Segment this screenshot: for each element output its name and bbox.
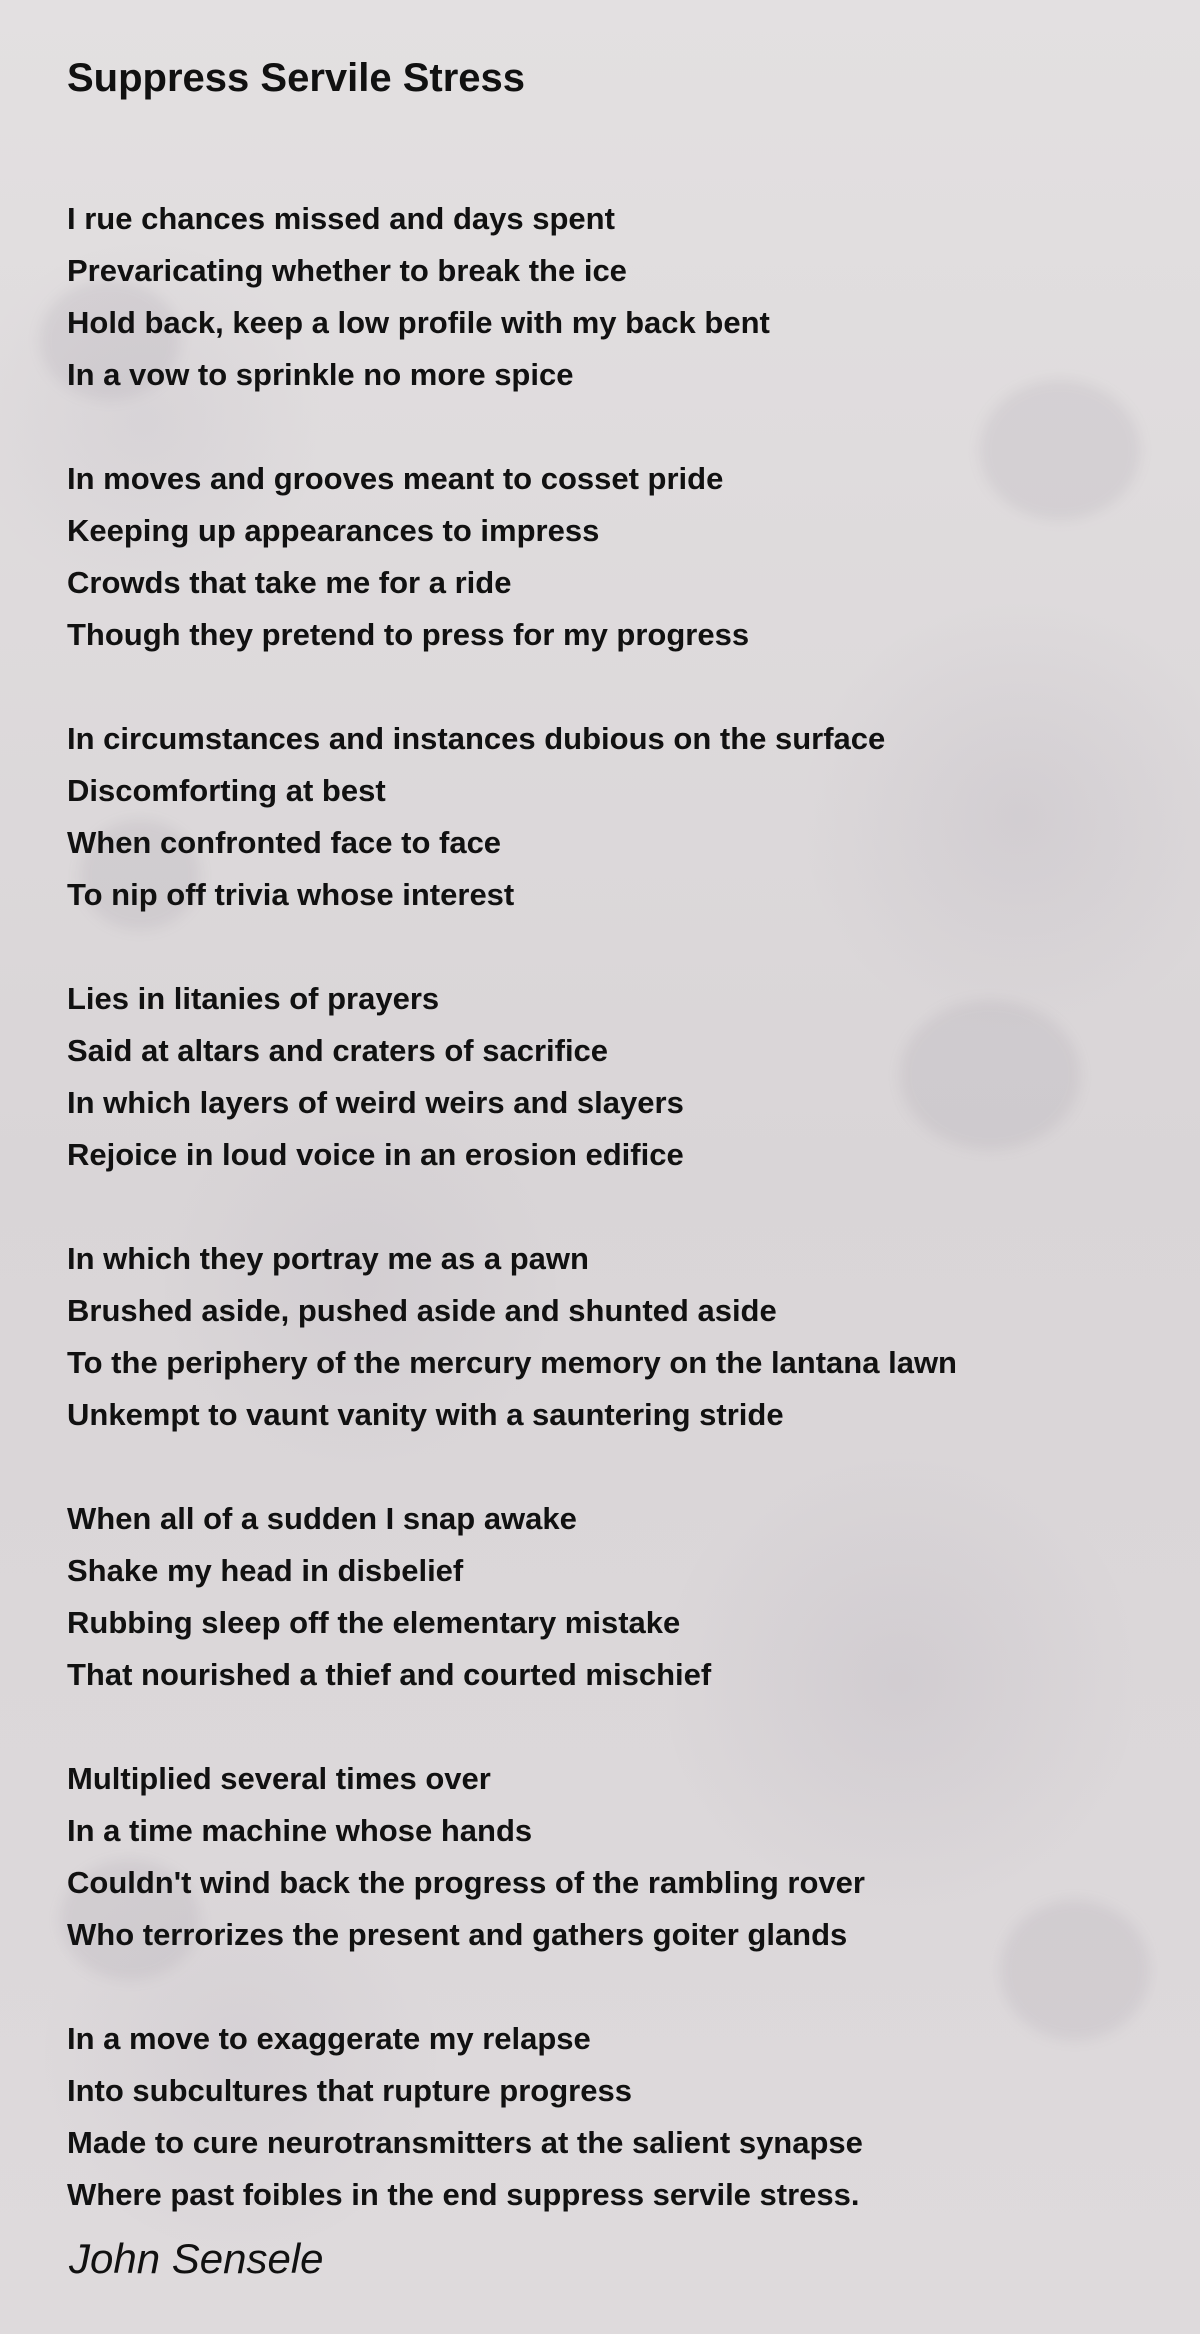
stanza (67, 1493, 1147, 1701)
poem-line: In moves and grooves meant to cosset pride (67, 461, 724, 496)
poem-line: To nip off trivia whose interest (67, 877, 515, 912)
poem-line: Made to cure neurotransmitters at the salient synapse (67, 2125, 863, 2160)
poem-line: In which layers of weird weirs and slayers (67, 1085, 684, 1120)
poem-line: Multiplied several times over (67, 1761, 491, 1796)
poem-line: Hold back, keep a low profile with my back bent (67, 305, 770, 340)
stanza (67, 713, 1147, 921)
stanza (67, 973, 1147, 1181)
poem-line: In a time machine whose hands (67, 1813, 533, 1848)
poem-line: In circumstances and instances dubious on the surface (67, 721, 886, 756)
poem-author: John Sensele (69, 2235, 324, 2282)
poem-line: That nourished a thief and courted mischief (67, 1657, 712, 1692)
stanza (67, 193, 1147, 401)
poem-line: Shake my head in disbelief (67, 1553, 464, 1588)
poem-line: Where past foibles in the end suppress servile stress. (67, 2177, 860, 2212)
poem-line: In a vow to sprinkle no more spice (67, 357, 574, 392)
poem-line: In which they portray me as a pawn (67, 1241, 589, 1276)
poem-line: Rubbing sleep off the elementary mistake (67, 1605, 681, 1640)
poem-line: In a move to exaggerate my relapse (67, 2021, 591, 2056)
poem-line: Unkempt to vaunt vanity with a sauntering stride (67, 1397, 784, 1432)
stanza (67, 2013, 1147, 2221)
poem (67, 48, 1147, 2273)
poem-line: To the periphery of the mercury memory on the lantana lawn (67, 1345, 957, 1380)
stanza (67, 1233, 1147, 1441)
poem-line: Lies in litanies of prayers (67, 981, 440, 1016)
poem-title: Suppress Servile Stress (67, 56, 526, 100)
stanza (67, 1753, 1147, 1961)
poem-line: Couldn't wind back the progress of the rambling rover (67, 1865, 865, 1900)
poem-line: Rejoice in loud voice in an erosion edifice (67, 1137, 684, 1172)
stanza (67, 453, 1147, 661)
poem-line: When confronted face to face (67, 825, 502, 860)
poem-line: Crowds that take me for a ride (67, 565, 512, 600)
poem-line: I rue chances missed and days spent (67, 201, 615, 236)
poem-line: Prevaricating whether to break the ice (67, 253, 627, 288)
poem-line: Brushed aside, pushed aside and shunted aside (67, 1293, 777, 1328)
poem-line: Keeping up appearances to impress (67, 513, 600, 548)
poem-line: Discomforting at best (67, 773, 386, 808)
poem-line: When all of a sudden I snap awake (67, 1501, 577, 1536)
poem-body (67, 193, 1147, 2221)
poem-line: Said at altars and craters of sacrifice (67, 1033, 609, 1068)
poem-line: Who terrorizes the present and gathers goiter glands (67, 1917, 848, 1952)
poem-line: Into subcultures that rupture progress (67, 2073, 632, 2108)
poem-line: Though they pretend to press for my progress (67, 617, 750, 652)
